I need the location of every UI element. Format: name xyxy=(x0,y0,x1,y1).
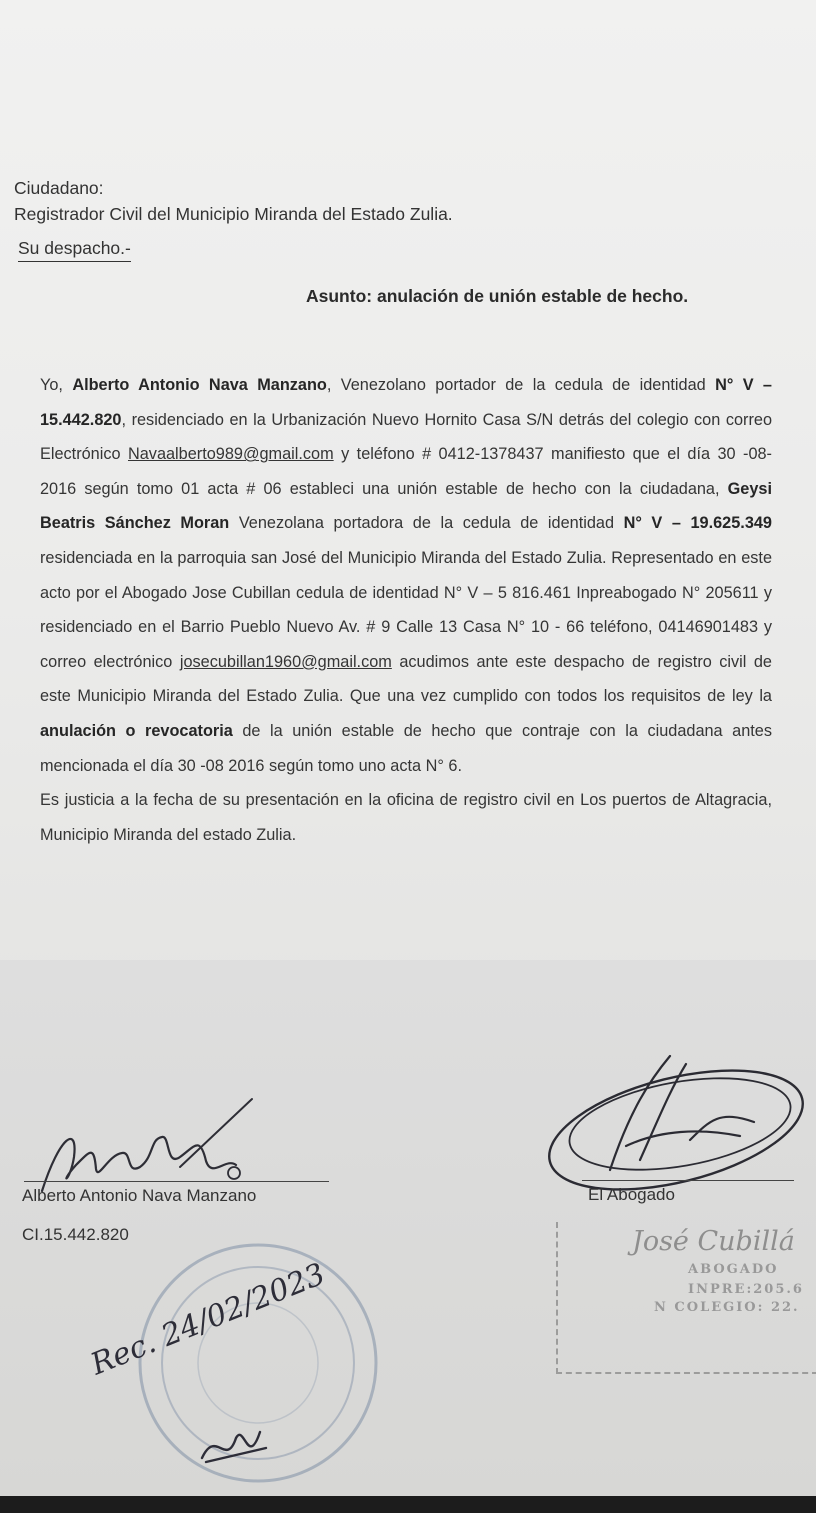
body-text: , Venezolano portador de la cedula de identidad xyxy=(326,376,716,394)
body-text: Venezolana portadora de la cedula de identidad xyxy=(229,514,624,533)
right-signer-title: El Abogado xyxy=(588,1185,675,1204)
lawyer-stamp-name: José Cubillá xyxy=(632,1226,795,1257)
annulment-phrase: anulación o revocatoria xyxy=(40,721,233,740)
lawyer-stamp-colegio: N COLEGIO: 22. xyxy=(654,1300,800,1315)
lawyer-email: josecubillan1960@gmail.com xyxy=(179,652,392,671)
closing-paragraph: Es justicia a la fecha de su presentación en la oficina de registro civil en Los puertos de Altagracia, Municipio Miranda del estado Zulia. xyxy=(40,791,772,844)
body-text: y teléfono # 0412-1378437 manifiesto que el día 30 -08-2016 según tomo 01 acta # 06 estableci una unión estable de hecho con la ciudadana, xyxy=(40,445,772,498)
sender-ci: N° V – 15.442.820 xyxy=(40,376,772,429)
sender-email: Navaalberto989@gmail.com xyxy=(127,445,334,464)
partner-name: Geysi Beatris Sánchez Moran xyxy=(40,479,772,533)
body-text: residenciada en la parroquia san José del Municipio Miranda del Estado Zulia. Representado en este acto por el Abogado Jose Cubillan cedula de identidad N° V – 5 816.461 Inpreabogado N° 205611 y residenciado en el Barrio Pueblo Nuevo Av. # 9 Calle 13 Casa N° 10 - 66 teléfono, 04146901483 y correo electrónico xyxy=(40,548,772,671)
lawyer-stamp-title: ABOGADO xyxy=(688,1262,779,1277)
bottom-dark-edge xyxy=(0,1496,816,1513)
left-signer-name: Alberto Antonio Nava Manzano xyxy=(22,1186,257,1205)
lawyer-stamp-inpre: INPRE:205.6 xyxy=(688,1282,804,1297)
handwritten-initials xyxy=(196,1418,276,1478)
body-text: Yo, xyxy=(40,376,73,394)
right-signature-scribble xyxy=(540,1050,810,1210)
left-signer-ci: CI.15.442.820 xyxy=(22,1225,129,1244)
sender-name: Alberto Antonio Nava Manzano xyxy=(72,376,327,394)
left-signature-line xyxy=(24,1181,329,1182)
recipient-line-3: Su despacho.- xyxy=(18,238,131,262)
body-text: , residenciado en la Urbanización Nuevo Hornito Casa S/N detrás del colegio con correo Electrónico xyxy=(40,410,772,464)
handwritten-received-date: Rec. 24/02/2023 xyxy=(86,1256,331,1383)
recipient-line-1: Ciudadano: xyxy=(14,178,104,198)
lawyer-stamp xyxy=(556,1222,816,1374)
body-text: de la unión estable de hecho que contraje con la ciudadana antes mencionada el día 30 -08 2016 según tomo uno acta N° 6. xyxy=(40,721,772,775)
letter-subject: Asunto: anulación de unión estable de hecho. xyxy=(306,286,689,306)
letter-body xyxy=(40,368,772,852)
body-text: acudimos ante este despacho de registro civil de este Municipio Miranda del Estado Zulia. Que una vez cumplido con todos los requisitos de ley la xyxy=(40,652,772,706)
partner-ci: N° V – 19.625.349 xyxy=(623,514,772,533)
right-signature-line xyxy=(582,1180,794,1181)
recipient-line-2: Registrador Civil del Municipio Miranda del Estado Zulia. xyxy=(14,204,453,224)
